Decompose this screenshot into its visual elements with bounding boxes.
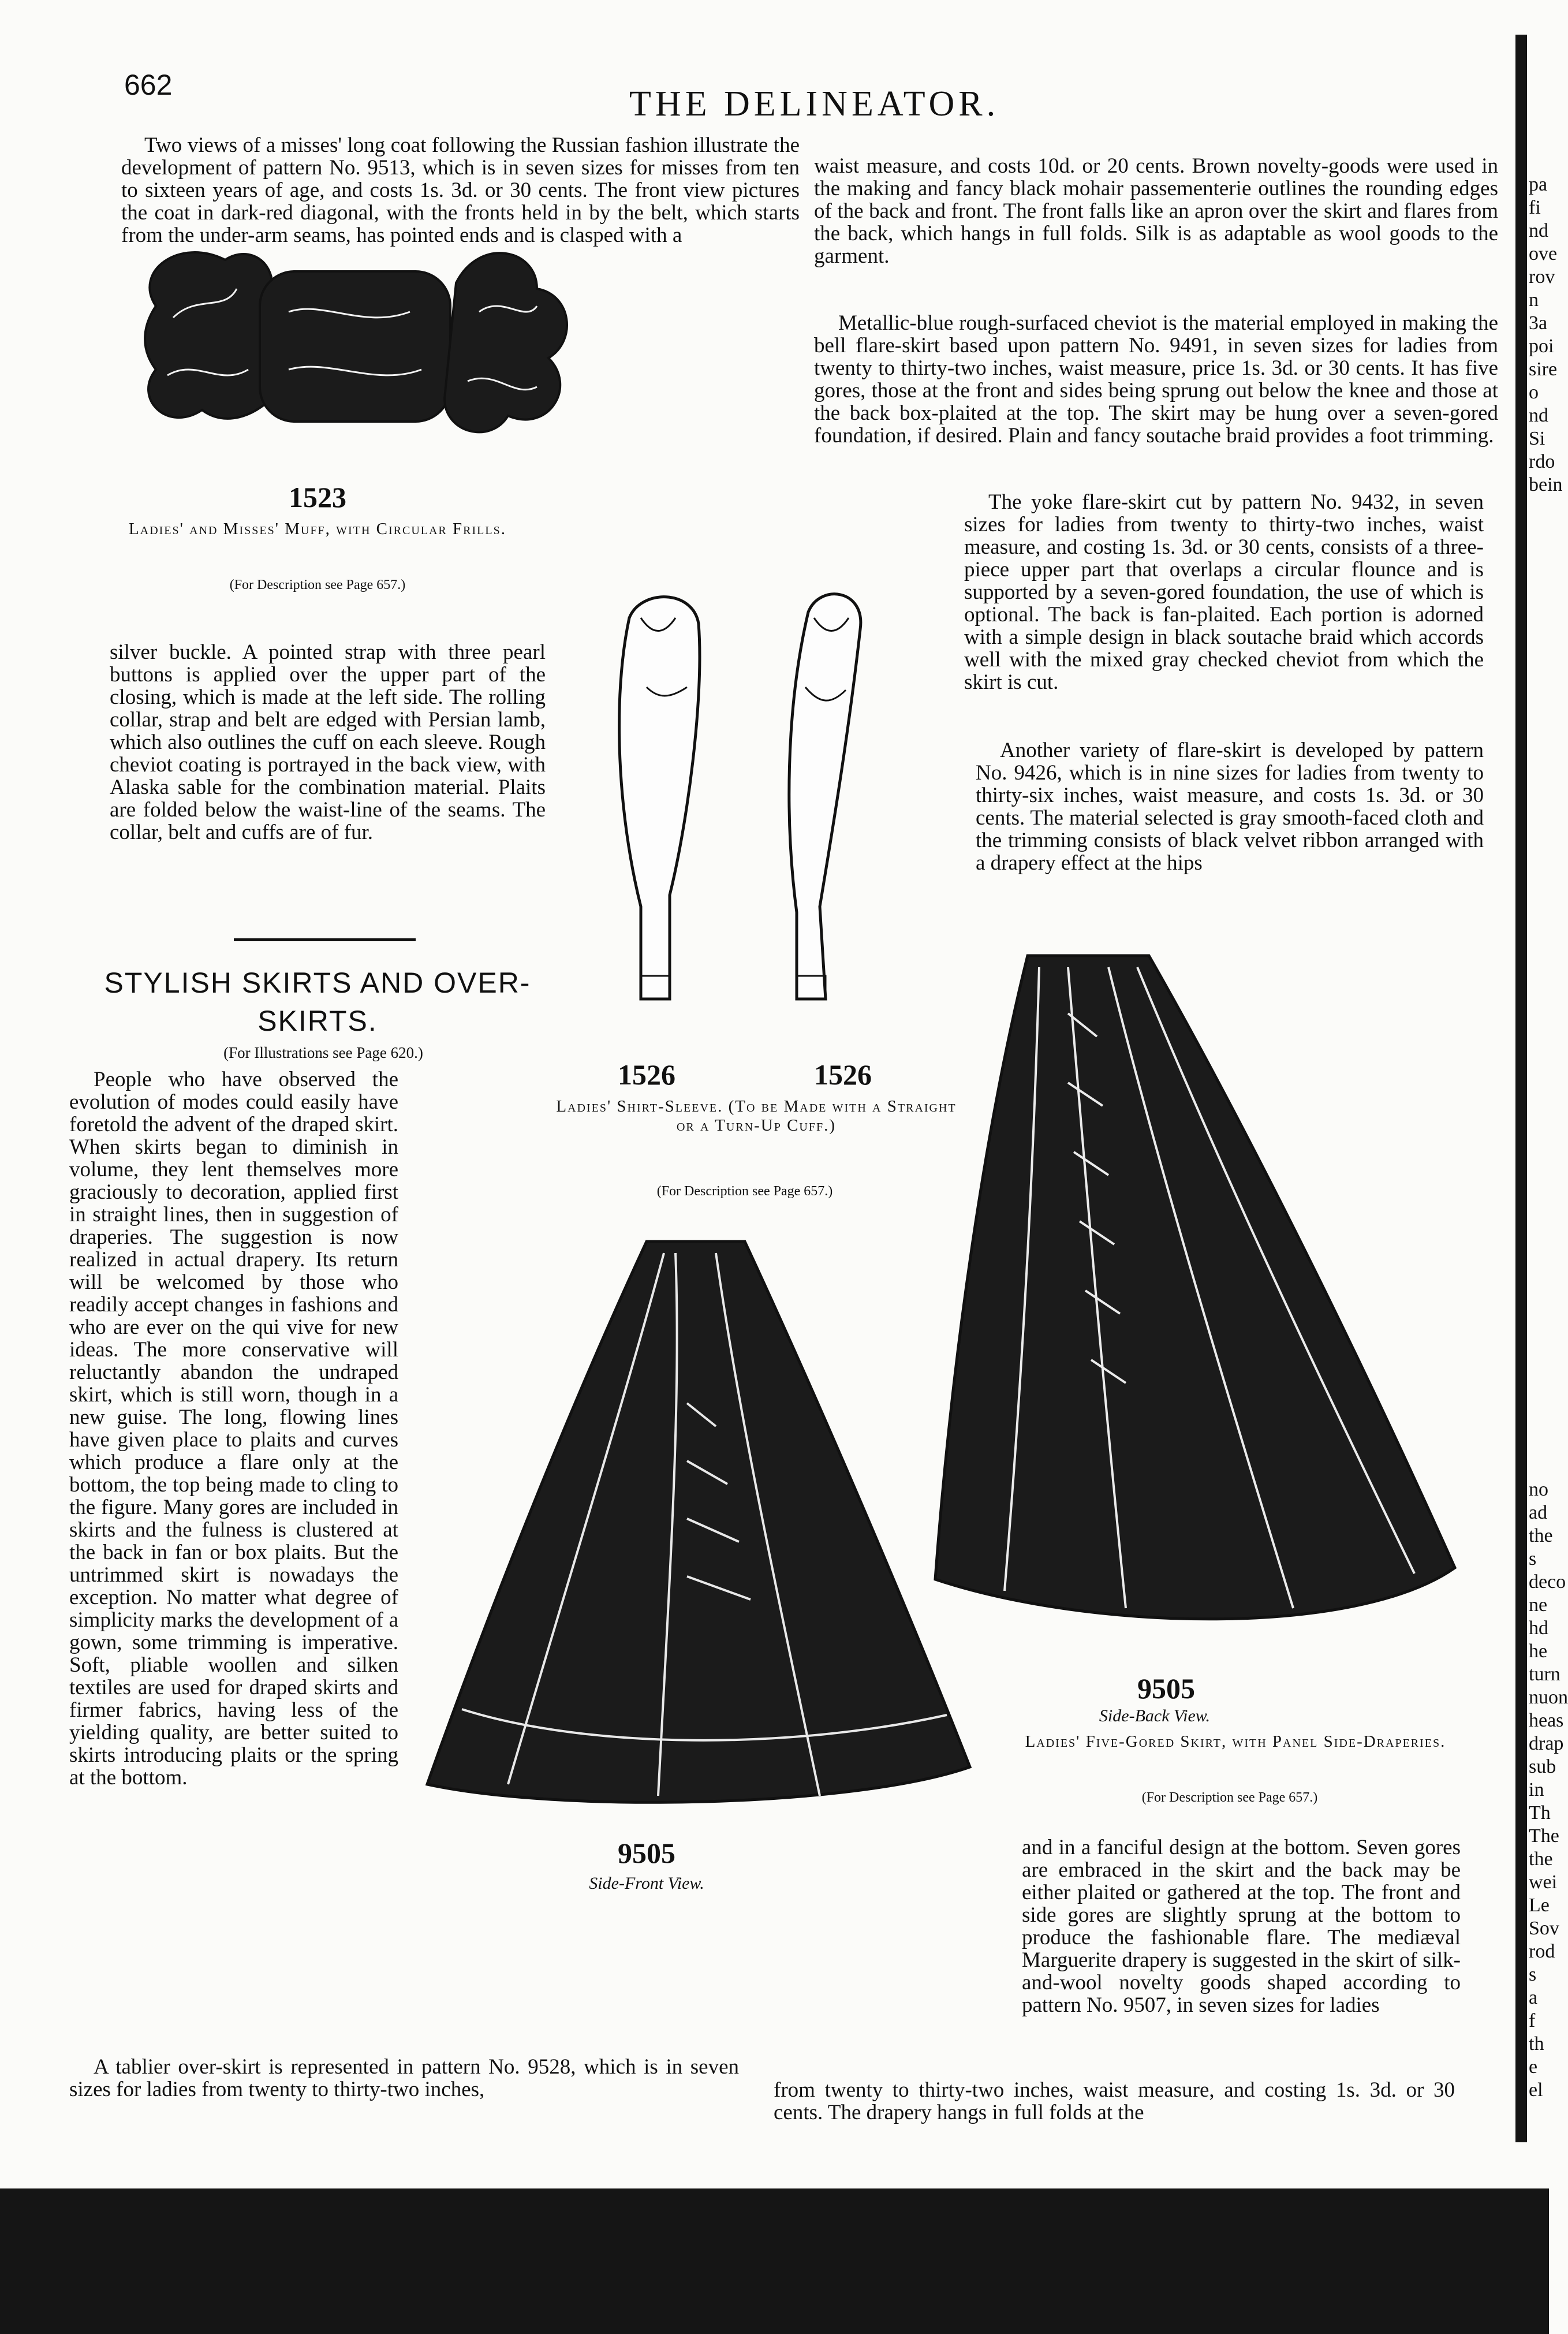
muff-figure-number: 1523 [289, 481, 346, 513]
adjacent-fragment: ne [1529, 1594, 1548, 1616]
skirt-front-figure-number: 9505 [618, 1837, 675, 1869]
running-title: THE DELINEATOR. [629, 84, 1000, 124]
adjacent-page-fragments-bottom [1529, 1478, 1568, 2102]
adjacent-fragment: drap [1529, 1733, 1564, 1754]
right-paragraph-1: waist measure, and costs 10d. or 20 cents. Brown novelty-goods were used in the making and fancy black mohair passementerie outlines the rounding edges of the back and front. The front falls like an apron over the skirt and flares from the back, which hangs in full folds. Silk is as adaptable as wool goods to the garment. [814, 154, 1498, 268]
adjacent-fragment: turn [1529, 1664, 1560, 1685]
adjacent-fragment: e el [1529, 2056, 1543, 2101]
section-divider [234, 938, 416, 941]
left-column-essay [69, 1068, 398, 1789]
adjacent-fragment: n [1529, 289, 1539, 311]
page-number: 662 [124, 69, 173, 101]
skirt-back-reference: (For Description see Page 657.) [1141, 1790, 1318, 1805]
adjacent-fragment: ad [1529, 1502, 1548, 1523]
skirt-back-view-label: Side-Back View. [1099, 1706, 1211, 1725]
adjacent-fragment: ove [1529, 243, 1558, 264]
adjacent-fragment: poi [1529, 335, 1554, 357]
adjacent-fragment: o [1529, 382, 1539, 403]
muff-caption: Ladies' and Misses' Muff, with Circular Frills. [129, 520, 506, 538]
sleeve-caption: Ladies' Shirt-Sleeve. (To be Made with a Straight or a Turn-Up Cuff.) [556, 1097, 957, 1135]
skirt-back-figure-number: 9505 [1137, 1672, 1195, 1705]
adjacent-fragment: rod [1529, 1941, 1555, 1962]
right-column-2 [814, 312, 1498, 447]
adjacent-fragment: wei [1529, 1871, 1558, 1893]
adjacent-fragment: Th [1529, 1802, 1551, 1824]
sleeve-figure-number-left: 1526 [618, 1058, 675, 1091]
sleeve-reference: (For Description see Page 657.) [656, 1184, 833, 1199]
skirt-back-caption: Ladies' Five-Gored Skirt, with Panel Side-Draperies. [1025, 1732, 1446, 1751]
adjacent-page-fragments-top [1529, 173, 1563, 497]
adjacent-fragment: Si [1529, 428, 1545, 449]
adjacent-fragment: f th [1529, 2010, 1544, 2055]
adjacent-fragment: the [1529, 1848, 1553, 1870]
skirt-front-illustration [416, 1230, 987, 1836]
adjacent-fragment: nd [1529, 220, 1548, 241]
adjacent-fragment: sire [1529, 359, 1558, 380]
essay-text: People who have observed the evolution of modes could easily have foretold the advent of the draped skirt. When skirts began to diminish in volume, they lent themselves more graciously to decoration, applied first in straight lines, then in suggestion of draperies. The suggestion is now realized in actual drapery. Its return will be welcomed by those who readily accept changes in fashions and who are ever on the qui vive for new ideas. The more conservative will reluctantly abandon the undraped skirt, which is still worn, though in a new guise. The long, flowing lines have given place to plaits and curves which produce a flare only at the bottom, the top being made to cling to the figure. Many gores are included in skirts and the fulness is clustered at the back in fan or box plaits. But the untrimmed skirt is nowadays the exception. No matter what degree of simplicity marks the development of a gown, some trimming is imperative. Soft, pliable woollen and silken textiles are used for draped skirts and firmer fabrics, having less of the yielding quality, are better suited to skirts introducing plaits or the spring at the bottom. [69, 1068, 398, 1789]
skirt-front-view-label: Side-Front View. [589, 1874, 704, 1893]
adjacent-fragment: rdo [1529, 451, 1555, 472]
coat-continued-text: silver buckle. A pointed strap with three pearl buttons is applied over the upper part of the closing, which is made at the left side. The rolling collar, strap and belt are edged with Persian lamb, which also outlines the cuff on each sleeve. Rough cheviot coating is portrayed in the back view, with Alaska sable for the combination material. Plaits are folded below the waist-line of the seams. The collar, belt and cuffs are of fur. [110, 640, 546, 844]
right-column-4 [976, 739, 1484, 874]
adjacent-fragment: in [1529, 1779, 1544, 1800]
adjacent-fragment: fi [1529, 197, 1541, 218]
adjacent-fragment: nd [1529, 405, 1548, 426]
adjacent-fragment: rov [1529, 266, 1555, 288]
intro-text: Two views of a misses' long coat following the Russian fashion illustrate the development of pattern No. 9513, which is in seven sizes for misses from ten to sixteen years of age, and costs 1s. 3d. or 30 cents. The front view pictures the coat in dark-red diagonal, with the fronts held in by the belt, which starts from the under-arm seams, has pointed ends and is clasped with a [121, 133, 800, 247]
bottom-right-line: from twenty to thirty-two inches, waist measure, and costing 1s. 3d. or 30 cents. The drapery hangs in full folds at the [774, 2078, 1455, 2124]
section-heading-line1: STYLISH SKIRTS AND OVER- [104, 967, 531, 999]
right-column [814, 155, 1498, 267]
adjacent-fragment: s a [1529, 1964, 1538, 2008]
adjacent-fragment: Le [1529, 1895, 1550, 1916]
muff-illustration [133, 225, 572, 473]
sleeve-figure-number-right: 1526 [814, 1058, 872, 1091]
adjacent-fragment: The [1529, 1825, 1559, 1847]
right-paragraph-2: Metallic-blue rough-surfaced cheviot is the material employed in making the bell flare-skirt based upon pattern No. 9491, in seven sizes for ladies from twenty to thirty-two inches, waist measure, price 1s. 3d. or 30 cents. It has five gores, those at the front and sides being sprung out below the knee and those at the back box-plaited at the top. The skirt may be hung over a seven-gored foundation, if desired. Plain and fancy soutache braid provides a foot trimming. [814, 311, 1498, 448]
adjacent-fragment: pa [1529, 174, 1548, 195]
page-gutter-rule [1515, 35, 1527, 2142]
right-column-3 [964, 491, 1484, 694]
adjacent-fragment: nuon [1529, 1687, 1568, 1708]
right-paragraph-4: Another variety of flare-skirt is developed by pattern No. 9426, which is in nine sizes for ladies from twenty to thirty-six inches, waist measure, and costs 1s. 3d. or 30 cents. The material selected is gray smooth-faced cloth and the trimming consists of black velvet ribbon arranged with a drapery effect at the hips [976, 739, 1484, 875]
right-paragraph-3: The yoke flare-skirt cut by pattern No. 9432, in seven sizes for ladies from twenty to thirty-two inches, waist measure, and costing 1s. 3d. or 30 cents, consists of a three-piece upper part that overlaps a circular flounce and is supported by a seven-gored foundation, the use of which is optional. The back is fan-plaited. Each portion is adorned with a simple design in black soutache braid which accords well with the mixed gray checked cheviot from which the skirt is cut. [964, 490, 1484, 694]
coat-continued-paragraph [110, 641, 546, 844]
adjacent-fragment: he [1529, 1640, 1548, 1662]
muff-reference: (For Description see Page 657.) [229, 577, 406, 592]
bottom-left-text [69, 2056, 739, 2101]
right-lower-column [1022, 1836, 1461, 2016]
bottom-right-text [774, 2079, 1455, 2124]
skirt-back-illustration [918, 944, 1495, 1672]
bottom-left-line: A tablier over-skirt is represented in pattern No. 9528, which is in seven sizes for ladies from twenty to thirty-two inches, [69, 2055, 739, 2101]
adjacent-fragment: heas [1529, 1710, 1564, 1731]
adjacent-fragment: deco [1529, 1571, 1566, 1593]
adjacent-fragment: no [1529, 1479, 1548, 1500]
section-heading-line2: SKIRTS. [257, 1005, 378, 1037]
adjacent-fragment: sub [1529, 1756, 1556, 1777]
adjacent-fragment: bein [1529, 474, 1563, 495]
section-reference: (For Illustrations see Page 620.) [223, 1044, 423, 1061]
scan-border-bottom [0, 2188, 1549, 2334]
adjacent-fragment: the s [1529, 1525, 1553, 1569]
adjacent-fragment: hd [1529, 1617, 1548, 1639]
adjacent-fragment: 3a [1529, 312, 1548, 334]
right-lower-text: and in a fanciful design at the bottom. Seven gores are embraced in the skirt and the back may be either plaited or gathered at the top. The front and side gores are slightly sprung at the bottom to produce the fashionable flare. The mediæval Marguerite drapery is suggested in the skirt of silk-and-wool novelty goods shaped according to pattern No. 9507, in seven sizes for ladies [1022, 1836, 1461, 2017]
sleeve-illustration [577, 583, 935, 1057]
adjacent-fragment: Sov [1529, 1918, 1559, 1939]
